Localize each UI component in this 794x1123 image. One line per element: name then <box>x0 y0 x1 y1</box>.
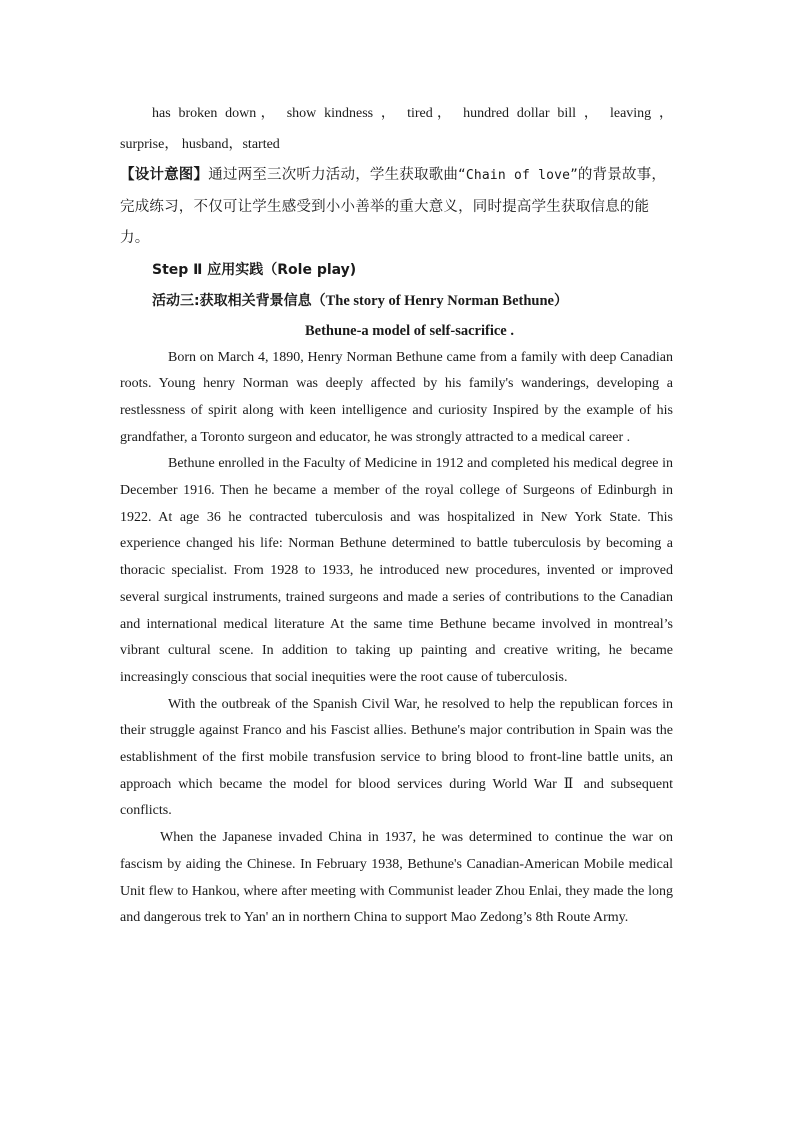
activity-label: 活动三:获取相关背景信息（ <box>152 292 326 309</box>
activity-english: The story of Henry Norman Bethune <box>325 292 554 309</box>
design-intent-text-after: ”的背景故事，完成练习，不仅可让学生感受到小小善举的重大意义，同时提高学生获取信息的能力。 <box>120 167 667 246</box>
design-intent-text-before: 通过两至三次听力活动，学生获取歌曲“ <box>208 167 466 183</box>
activity-close: ） <box>553 292 568 309</box>
article-paragraph-4: When the Japanese invaded China in 1937, he was determined to continue the war on fascism by aiding the Chinese. In February 1938, Bethune's Canadian-American Mobile medical Unit flew to Hankou, where after meeting with Communist leader Zhou Enlai, they made the long and dangerous trek to Yan' an in northern China to support Mao Zedong’s 8th Route Army. <box>120 830 673 926</box>
article-paragraph-3: With the outbreak of the Spanish Civil War, he resolved to help the republican forces in their struggle against Franco and his Fascist allies. Bethune's major contribution in Spain was the establishment of the first mobile transfusion service to bring blood to front-line battle units, an approach which became the model for blood services during World War Ⅱ and subsequent conflicts. <box>120 696 673 819</box>
word-list-line-2: surprise， husband，started <box>120 137 280 152</box>
song-title: Chain of love <box>465 168 571 183</box>
step-heading: Step Ⅱ 应用实践（Role play) <box>152 261 357 278</box>
word-list-line-1: has broken down， show kindness ， tired， hundred dollar bill ， leaving ， <box>152 106 673 121</box>
article-paragraph-1: Born on March 4, 1890, Henry Norman Bethune came from a family with deep Canadian roots. Young henry Norman was deeply affected by his family's wanderings, developing a restlessness of spirit along with keen intelligence and curiosity Inspired by the example of his grandfather, a Toronto surgeon and educator, he was strongly attracted to a medical career . <box>120 349 673 445</box>
document-page <box>120 98 673 932</box>
design-intent-label: 【设计意图】 <box>120 167 209 183</box>
activity-heading <box>120 286 673 317</box>
article-title: Bethune-a model of self-sacrifice . <box>305 322 514 339</box>
design-intent <box>120 160 673 255</box>
article-paragraph-2: Bethune enrolled in the Faculty of Medicine in 1912 and completed his medical degree in December 1916. Then he became a member of the royal college of Surgeons of Edinburgh in 1922. At age 36 he contracted tuberculosis and was hospitalized in New York State. This experience changed his life: Norman Bethune determined to battle tuberculosis by becoming a thoracic specialist. From 1928 to 1933, he introduced new procedures, invented or improved several surgical instruments, trained surgeons and made a series of contributions to the Canadian and international medical literature At the same time Bethune became involved in montreal’s vibrant cultural scene. In addition to taking up painting and creative writing, he became increasingly conscious that social inequities were the root cause of tuberculosis. <box>120 456 673 685</box>
